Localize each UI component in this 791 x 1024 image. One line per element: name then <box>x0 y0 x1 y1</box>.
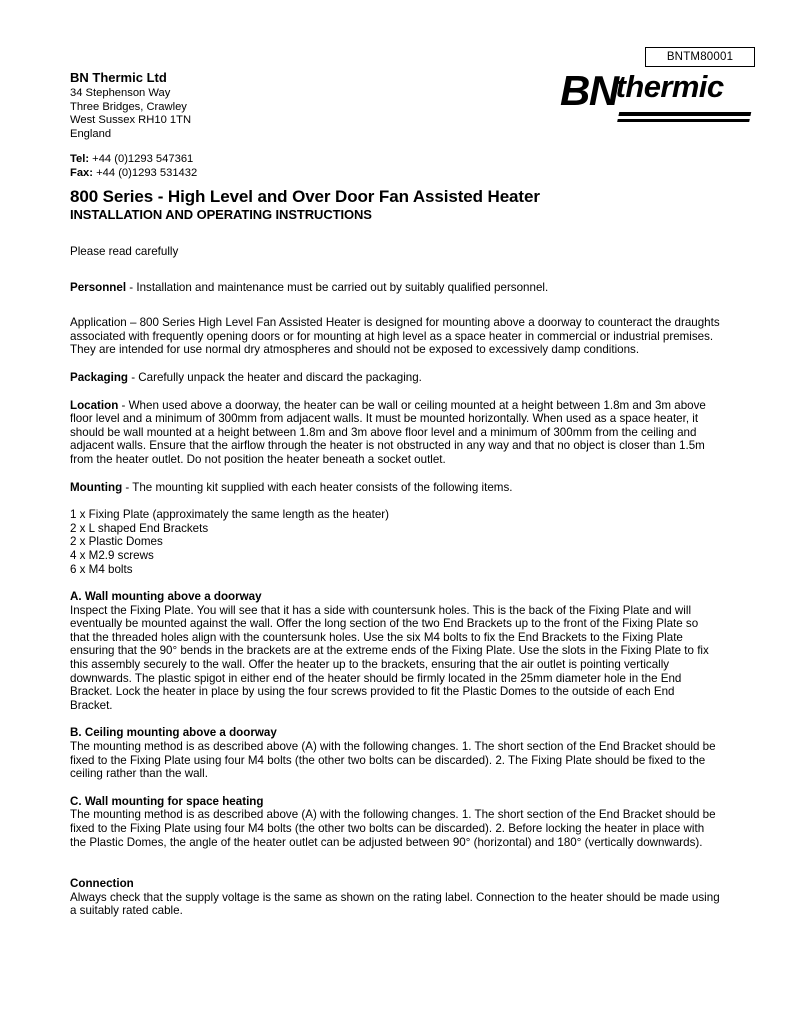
personnel-text: - Installation and maintenance must be carried out by suitably qualified personnel. <box>126 280 549 294</box>
spacer <box>70 223 720 245</box>
location-text: - When used above a doorway, the heater can be wall or ceiling mounted at a height between 1.8m and 3m above floor level and a minimum of 300mm from adjacent walls. It must be mounted horizontally. When used as a space heater, it should be wall mounted at a height between 1.8m and 3m above floor level and a minimum of 300mm from the ceiling and adjacent walls. Ensure that the airflow through the heater is not obstructed in any way and that no object is closer than 1.5m from the heater outlet. Do not position the heater beneath a socket outlet. <box>70 398 706 466</box>
logo-bn-text: BN <box>560 67 618 114</box>
document-body <box>70 186 720 918</box>
mounting-text: - The mounting kit supplied with each heater consists of the following items. <box>122 480 513 494</box>
spacer <box>70 294 720 316</box>
fax-label: Fax: <box>70 166 94 179</box>
location-paragraph <box>70 399 720 467</box>
bn-thermic-logo <box>560 67 755 122</box>
spacer <box>70 494 720 508</box>
list-item: 4 x M2.9 screws <box>70 548 154 562</box>
please-read-note: Please read carefully <box>70 245 179 258</box>
connection-paragraph: Always check that the supply voltage is the same as shown on the rating label. Connection to the heater should be made using a suitably rated cable. <box>70 890 720 918</box>
company-fax <box>70 167 400 181</box>
logo-underline-1 <box>619 112 752 116</box>
company-address-line-2: Three Bridges, Crawley <box>70 100 187 113</box>
spacer <box>70 385 720 399</box>
personnel-lead: Personnel <box>70 280 127 294</box>
fax-value: +44 (0)1293 531432 <box>93 166 198 179</box>
mounting-lead: Mounting <box>70 480 123 494</box>
connection-heading: Connection <box>70 877 134 891</box>
location-lead: Location <box>70 398 119 412</box>
mounting-paragraph <box>70 481 720 495</box>
spacer <box>70 357 720 371</box>
spacer <box>70 781 720 795</box>
company-address-line-4: England <box>70 127 112 140</box>
spacer <box>70 576 720 590</box>
section-b-heading: B. Ceiling mounting above a doorway <box>70 726 277 740</box>
company-address-line-1: 34 Stephenson Way <box>70 87 171 99</box>
company-telephone <box>70 153 400 167</box>
page-title: 800 Series - High Level and Over Door Fan Assisted Heater <box>70 187 540 206</box>
logo-wordmark <box>560 67 725 114</box>
spacer <box>70 712 720 726</box>
packaging-text: - Carefully unpack the heater and discard the packaging. <box>128 370 422 384</box>
logo-underline-rules <box>617 112 752 124</box>
telephone-label: Tel: <box>70 153 90 166</box>
document-code-box: BNTM80001 <box>645 47 755 67</box>
packaging-paragraph <box>70 371 720 385</box>
personnel-paragraph <box>70 281 720 295</box>
section-b-paragraph: The mounting method is as described above (A) with the following changes. 1. The short section of the End Bracket should be fixed to the Fixing Plate using four M4 bolts (the other two bolts can be discarded). 2. The Fixing Plate should be fixed to the ceiling rather than the wall. <box>70 740 716 781</box>
page-subtitle: INSTALLATION AND OPERATING INSTRUCTIONS <box>70 207 372 222</box>
list-item: 6 x M4 bolts <box>70 562 133 576</box>
spacer <box>70 849 720 877</box>
company-name: BN Thermic Ltd <box>70 70 167 85</box>
section-a-paragraph: Inspect the Fixing Plate. You will see that it has a side with countersunk holes. This is the back of the Fixing Plate and will eventually be mounted against the wall. Offer the long section of the two End Brackets up to the front of the Fixing Plate so that the threaded holes align with the countersunk holes. Use the six M4 bolts to fix the End Brackets to the Fixing Plate ensuring that the 90° bends in the brackets are at the extreme ends of the Fixing Plate. Use the slots in the Fixing Plate to fix this assembly securely to the wall. Offer the heater up to the brackets, ensuring that the air outlet is pointing vertically downwards. The plastic spigot in either end of the heater should be firmly located in the 25mm diameter hole in the End Bracket. Lock the heater in place by using the four screws provided to fit the Plastic Domes to the outside of each End Bracket. <box>70 603 709 712</box>
telephone-value: +44 (0)1293 547361 <box>89 153 194 166</box>
company-details <box>70 70 400 181</box>
list-item: 2 x Plastic Domes <box>70 535 163 549</box>
list-item: 1 x Fixing Plate (approximately the same length as the heater) <box>70 508 389 522</box>
section-a-heading: A. Wall mounting above a doorway <box>70 590 262 604</box>
section-c-heading: C. Wall mounting for space heating <box>70 794 264 808</box>
list-item: 2 x L shaped End Brackets <box>70 521 209 535</box>
spacer <box>70 259 720 281</box>
section-c-paragraph: The mounting method is as described above (A) with the following changes. 1. The short section of the End Bracket should be fixed to the Fixing Plate using four M4 bolts (the other two bolts can be discarded). 2. Before locking the heater in place with the Plastic Domes, the angle of the heater outlet can be adjusted between 90° (horizontal) and 180° (vertically downwards). <box>70 808 716 849</box>
packaging-lead: Packaging <box>70 370 128 384</box>
mounting-kit-list <box>70 508 720 576</box>
company-address-line-3: West Sussex RH10 1TN <box>70 114 192 127</box>
application-paragraph: Application – 800 Series High Level Fan Assisted Heater is designed for mounting above a doorway to counteract the draughts associated with frequently opening doors or for mounting at high level as a space heater in commercial or industrial premises. They are intended for use normal dry atmospheres and should not be exposed to excessively damp conditions. <box>70 316 720 357</box>
company-contact-block <box>70 153 400 180</box>
spacer <box>70 467 720 481</box>
logo-underline-2 <box>617 119 750 123</box>
logo-thermic-text: thermic <box>615 69 724 104</box>
